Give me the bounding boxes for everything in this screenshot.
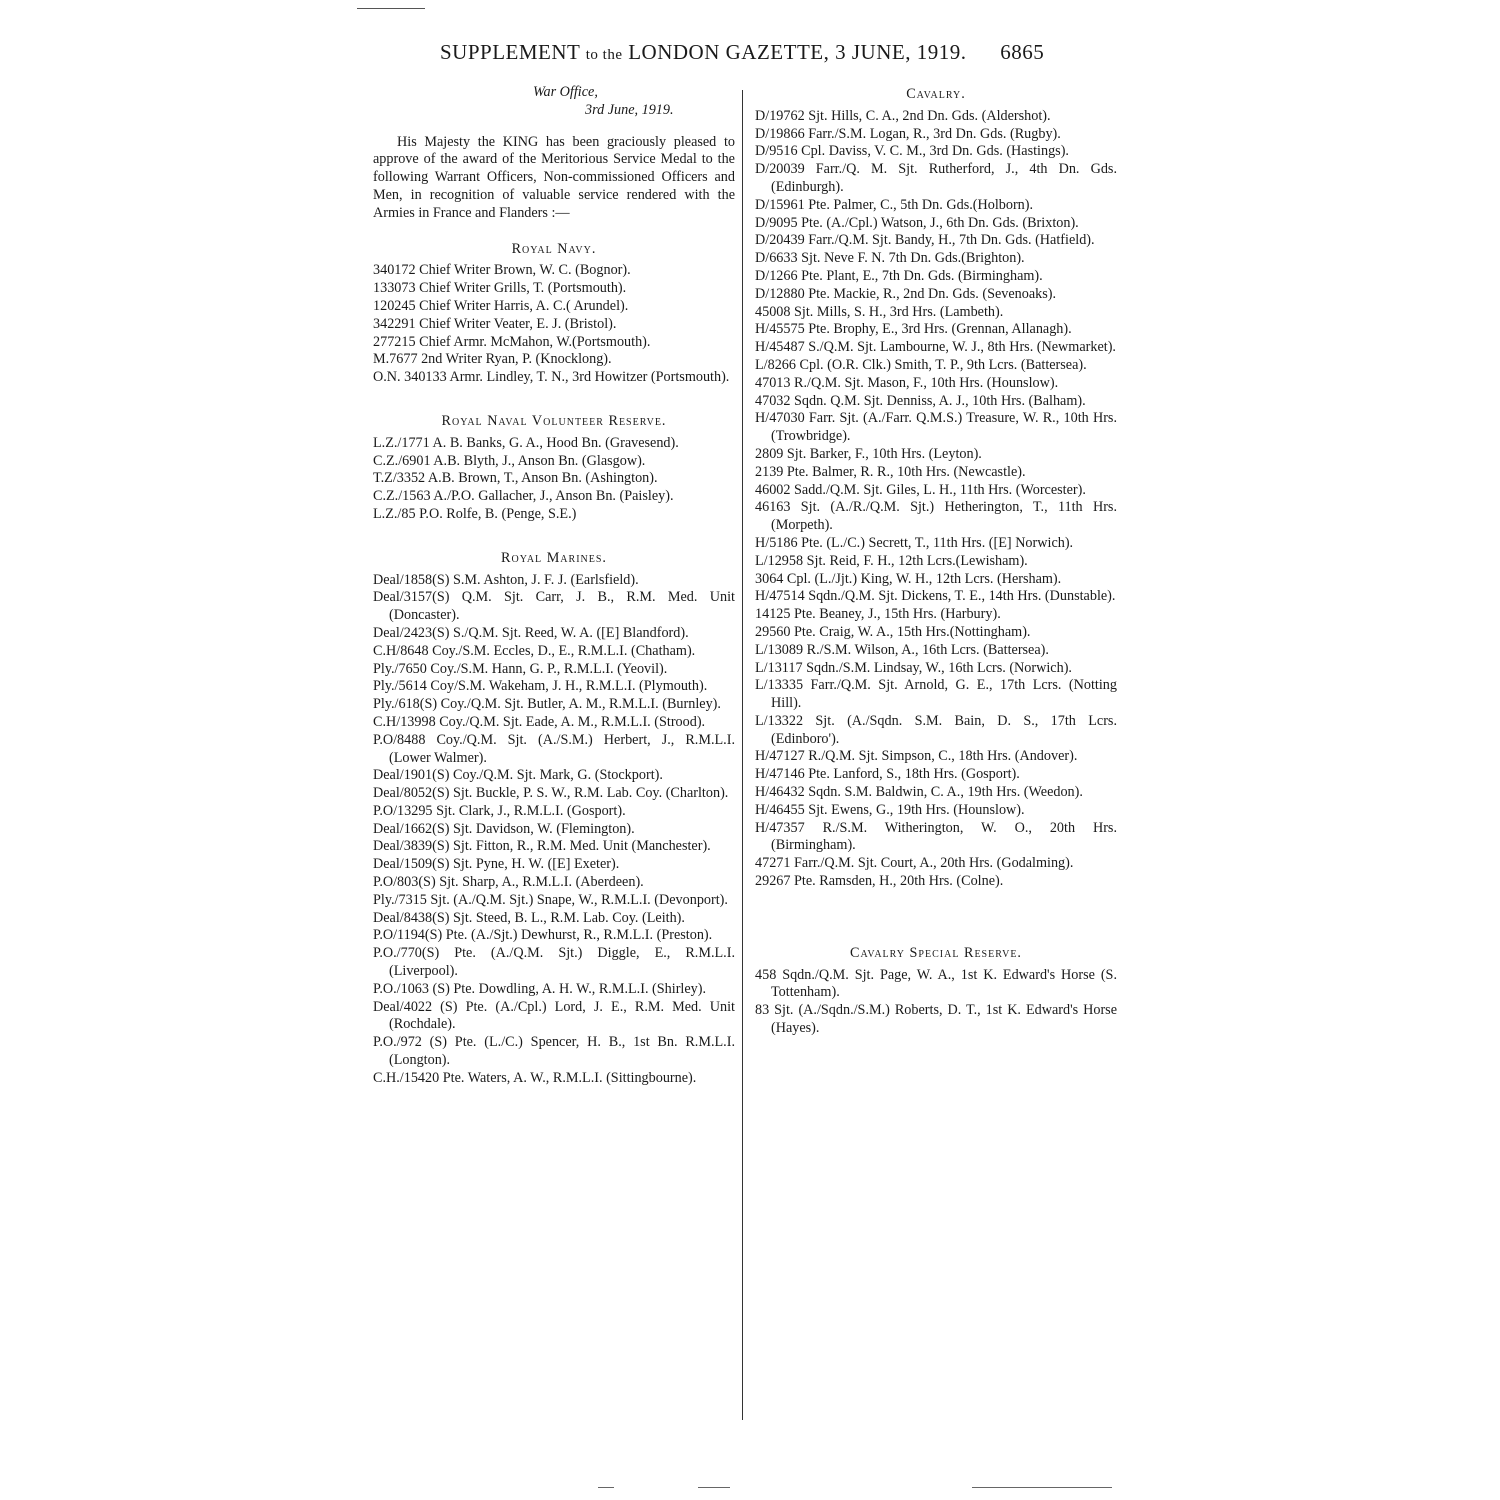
list-entry: Ply./7315 Sjt. (A./Q.M. Sjt.) Snape, W., R.M.L.I. (Devonport).	[373, 891, 728, 908]
war-office-line: War Office,	[533, 84, 598, 100]
list-entry: L/8266 Cpl. (O.R. Clk.) Smith, T. P., 9th Lcrs. (Battersea).	[755, 356, 1087, 373]
list-entry: L.Z./85 P.O. Rolfe, B. (Penge, S.E.)	[373, 505, 577, 522]
list-entry: Deal/1509(S) Sjt. Pyne, H. W. ([E] Exeter).	[373, 856, 620, 873]
list-entry: L/13089 R./S.M. Wilson, A., 16th Lcrs. (Battersea).	[755, 641, 1049, 658]
list-entry: Deal/8438(S) Sjt. Steed, B. L., R.M. Lab. Coy. (Leith).	[373, 909, 685, 926]
header-title-part1: SUPPLEMENT	[440, 40, 580, 64]
list-entry: C.Z./6901 A.B. Blyth, J., Anson Bn. (Glasgow).	[373, 452, 646, 469]
list-entry: P.O/13295 Sjt. Clark, J., R.M.L.I. (Gosport).	[373, 802, 626, 819]
list-entry: M.7677 2nd Writer Ryan, P. (Knocklong).	[373, 351, 612, 368]
list-entry: Deal/3839(S) Sjt. Fitton, R., R.M. Med. Unit (Manchester).	[373, 838, 711, 855]
list-entry: D/12880 Pte. Mackie, R., 2nd Dn. Gds. (Sevenoaks).	[755, 285, 1057, 302]
list-entry: Ply./5614 Coy/S.M. Wakeham, J. H., R.M.L.I. (Plymouth).	[373, 678, 708, 695]
list-entry: Deal/3157(S) Q.M. Sjt. Carr, J. B., R.M. Med. Unit (Doncaster).	[373, 589, 735, 624]
notice-date: 3rd June, 1919.	[585, 101, 674, 118]
section-heading-royal-navy: Royal Navy.	[511, 240, 597, 257]
royal-marines-list	[373, 572, 735, 1088]
list-entry: D/15961 Pte. Palmer, C., 5th Dn. Gds.(Holborn).	[755, 196, 1034, 213]
list-entry: H/46432 Sqdn. S.M. Baldwin, C. A., 19th Hrs. (Weedon).	[755, 784, 1083, 801]
right-column	[755, 84, 1117, 1038]
section-gap	[755, 891, 1117, 927]
list-entry: 277215 Chief Armr. McMahon, W.(Portsmouth).	[373, 333, 651, 350]
list-entry: Deal/2423(S) S./Q.M. Sjt. Reed, W. A. ([E] Blandford).	[373, 624, 689, 641]
list-entry: 29560 Pte. Craig, W. A., 15th Hrs.(Nottingham).	[755, 623, 1031, 640]
list-entry: P.O/803(S) Sjt. Sharp, A., R.M.L.I. (Aberdeen).	[373, 874, 644, 891]
list-entry: 83 Sjt. (A./Sqdn./S.M.) Roberts, D. T., 1st K. Edward's Horse (Hayes).	[755, 1002, 1117, 1037]
list-entry: Deal/8052(S) Sjt. Buckle, P. S. W., R.M. Lab. Coy. (Charlton).	[373, 785, 729, 802]
list-entry: L/13322 Sjt. (A./Sqdn. S.M. Bain, D. S., 17th Lcrs. (Edinboro').	[755, 712, 1117, 747]
list-entry: Ply./7650 Coy./S.M. Hann, G. P., R.M.L.I. (Yeovil).	[373, 660, 668, 677]
list-entry: Deal/1662(S) Sjt. Davidson, W. (Flemington).	[373, 820, 635, 837]
gazette-header	[440, 40, 1140, 70]
list-entry: H/45487 S./Q.M. Sjt. Lambourne, W. J., 8th Hrs. (Newmarket).	[755, 339, 1116, 356]
royal-navy-list	[373, 262, 735, 387]
header-title-small: to the	[585, 47, 623, 63]
list-entry: T.Z/3352 A.B. Brown, T., Anson Bn. (Ashington).	[373, 470, 658, 487]
list-entry: 46163 Sjt. (A./R./Q.M. Sjt.) Hetherington, T., 11th Hrs. (Morpeth).	[755, 499, 1117, 534]
bottom-mark	[972, 1487, 1112, 1488]
section-heading-royal-marines: Royal Marines.	[501, 549, 607, 566]
list-entry: H/47127 R./Q.M. Sjt. Simpson, C., 18th Hrs. (Andover).	[755, 748, 1078, 765]
column-divider	[742, 90, 743, 1420]
list-entry: O.N. 340133 Armr. Lindley, T. N., 3rd Howitzer (Portsmouth).	[373, 369, 730, 386]
list-entry: 46002 Sadd./Q.M. Sjt. Giles, L. H., 11th Hrs. (Worcester).	[755, 481, 1086, 498]
list-entry: L/13335 Farr./Q.M. Sjt. Arnold, G. E., 17th Lcrs. (Notting Hill).	[755, 677, 1117, 712]
list-entry: L/12958 Sjt. Reid, F. H., 12th Lcrs.(Lewisham).	[755, 552, 1028, 569]
cavalry-special-reserve-list	[755, 967, 1117, 1038]
list-entry: H/45575 Pte. Brophy, E., 3rd Hrs. (Grennan, Allanagh).	[755, 321, 1072, 338]
list-entry: C.H/13998 Coy./Q.M. Sjt. Eade, A. M., R.M.L.I. (Strood).	[373, 713, 706, 730]
list-entry: 14125 Pte. Beaney, J., 15th Hrs. (Harbury).	[755, 606, 1001, 623]
bottom-mark	[698, 1487, 730, 1488]
list-entry: P.O/8488 Coy./Q.M. Sjt. (A./S.M.) Herbert, J., R.M.L.I. (Lower Walmer).	[373, 731, 735, 766]
left-column	[373, 84, 735, 1088]
cavalry-list	[755, 108, 1117, 891]
list-entry: D/6633 Sjt. Neve F. N. 7th Dn. Gds.(Brighton).	[755, 250, 1025, 267]
list-entry: P.O./972 (S) Pte. (L./C.) Spencer, H. B., 1st Bn. R.M.L.I. (Longton).	[373, 1034, 735, 1069]
list-entry: H/47514 Sqdn./Q.M. Sjt. Dickens, T. E., 14th Hrs. (Dunstable).	[755, 588, 1116, 605]
list-entry: H/47030 Farr. Sjt. (A./Farr. Q.M.S.) Treasure, W. R., 10th Hrs. (Trowbridge).	[755, 410, 1117, 445]
list-entry: Ply./618(S) Coy./Q.M. Sjt. Butler, A. M., R.M.L.I. (Burnley).	[373, 696, 721, 713]
list-entry: L.Z./1771 A. B. Banks, G. A., Hood Bn. (Gravesend).	[373, 434, 679, 451]
list-entry: C.H/8648 Coy./S.M. Eccles, D., E., R.M.L.I. (Chatham).	[373, 642, 696, 659]
list-entry: H/47357 R./S.M. Witherington, W. O., 20th Hrs. (Birmingham).	[755, 819, 1117, 854]
list-entry: 342291 Chief Writer Veater, E. J. (Bristol).	[373, 315, 617, 332]
list-entry: P.O/1194(S) Pte. (A./Sjt.) Dewhurst, R., R.M.L.I. (Preston).	[373, 927, 713, 944]
header-title-part2: LONDON GAZETTE, 3 JUNE, 1919.	[628, 40, 967, 64]
list-entry: 29267 Pte. Ramsden, H., 20th Hrs. (Colne).	[755, 873, 1004, 890]
list-entry: L/13117 Sqdn./S.M. Lindsay, W., 16th Lcrs. (Norwich).	[755, 659, 1072, 676]
bottom-mark	[598, 1487, 614, 1488]
section-heading-cavalry: Cavalry.	[906, 86, 966, 102]
list-entry: D/19866 Farr./S.M. Logan, R., 3rd Dn. Gds. (Rugby).	[755, 125, 1061, 142]
list-entry: 3064 Cpl. (L./Jjt.) King, W. H., 12th Lcrs. (Hersham).	[755, 570, 1062, 587]
list-entry: D/9516 Cpl. Daviss, V. C. M., 3rd Dn. Gds. (Hastings).	[755, 143, 1069, 160]
list-entry: 47013 R./Q.M. Sjt. Mason, F., 10th Hrs. (Hounslow).	[755, 374, 1059, 391]
intro-paragraph: His Majesty the KING has been graciously pleased to approve of the award of the Meritorious Service Medal to the following Warrant Officers, Non-commissioned Officers and Men, in recognition of valuable service rendered with the Armies in France and Flanders :—	[373, 133, 735, 221]
section-heading-rnvr: Royal Naval Volunteer Reserve.	[441, 412, 667, 429]
list-entry: P.O./770(S) Pte. (A./Q.M. Sjt.) Diggle, E., R.M.L.I. (Liverpool).	[373, 945, 735, 980]
list-entry: 2809 Sjt. Barker, F., 10th Hrs. (Leyton).	[755, 445, 982, 462]
section-heading-cavalry-special-reserve: Cavalry Special Reserve.	[850, 944, 1022, 961]
list-entry: D/19762 Sjt. Hills, C. A., 2nd Dn. Gds. (Aldershot).	[755, 107, 1051, 124]
list-entry: D/1266 Pte. Plant, E., 7th Dn. Gds. (Birmingham).	[755, 267, 1043, 284]
page-number: 6865	[1000, 40, 1045, 64]
list-entry: C.H./15420 Pte. Waters, A. W., R.M.L.I. (Sittingbourne).	[373, 1069, 697, 1086]
list-entry: C.Z./1563 A./P.O. Gallacher, J., Anson Bn. (Paisley).	[373, 488, 674, 505]
list-entry: D/20439 Farr./Q.M. Sjt. Bandy, H., 7th Dn. Gds. (Hatfield).	[755, 232, 1095, 249]
list-entry: 45008 Sjt. Mills, S. H., 3rd Hrs. (Lambeth).	[755, 303, 1004, 320]
list-entry: H/5186 Pte. (L./C.) Secrett, T., 11th Hrs. ([E] Norwich).	[755, 534, 1074, 551]
list-entry: 133073 Chief Writer Grills, T. (Portsmouth).	[373, 280, 627, 297]
list-entry: P.O./1063 (S) Pte. Dowdling, A. H. W., R.M.L.I. (Shirley).	[373, 980, 707, 997]
top-rule	[357, 8, 425, 9]
list-entry: D/20039 Farr./Q. M. Sjt. Rutherford, J., 4th Dn. Gds. (Edinburgh).	[755, 161, 1117, 195]
list-entry: H/46455 Sjt. Ewens, G., 19th Hrs. (Hounslow).	[755, 801, 1025, 818]
list-entry: 340172 Chief Writer Brown, W. C. (Bognor).	[373, 262, 631, 279]
list-entry: D/9095 Pte. (A./Cpl.) Watson, J., 6th Dn. Gds. (Brixton).	[755, 214, 1079, 231]
list-entry: 120245 Chief Writer Harris, A. C.( Arundel).	[373, 297, 629, 314]
rnvr-list	[373, 435, 735, 524]
list-entry: 47271 Farr./Q.M. Sjt. Court, A., 20th Hrs. (Godalming).	[755, 855, 1074, 872]
list-entry: 458 Sqdn./Q.M. Sjt. Page, W. A., 1st K. Edward's Horse (S. Tottenham).	[755, 966, 1117, 1001]
list-entry: 2139 Pte. Balmer, R. R., 10th Hrs. (Newcastle).	[755, 463, 1026, 480]
list-entry: Deal/1901(S) Coy./Q.M. Sjt. Mark, G. (Stockport).	[373, 767, 663, 784]
list-entry: H/47146 Pte. Lanford, S., 18th Hrs. (Gosport).	[755, 766, 1020, 783]
list-entry: Deal/4022 (S) Pte. (A./Cpl.) Lord, J. E., R.M. Med. Unit (Rochdale).	[373, 998, 735, 1033]
list-entry: 47032 Sqdn. Q.M. Sjt. Denniss, A. J., 10th Hrs. (Balham).	[755, 392, 1086, 409]
list-entry: Deal/1858(S) S.M. Ashton, J. F. J. (Earlsfield).	[373, 571, 639, 588]
